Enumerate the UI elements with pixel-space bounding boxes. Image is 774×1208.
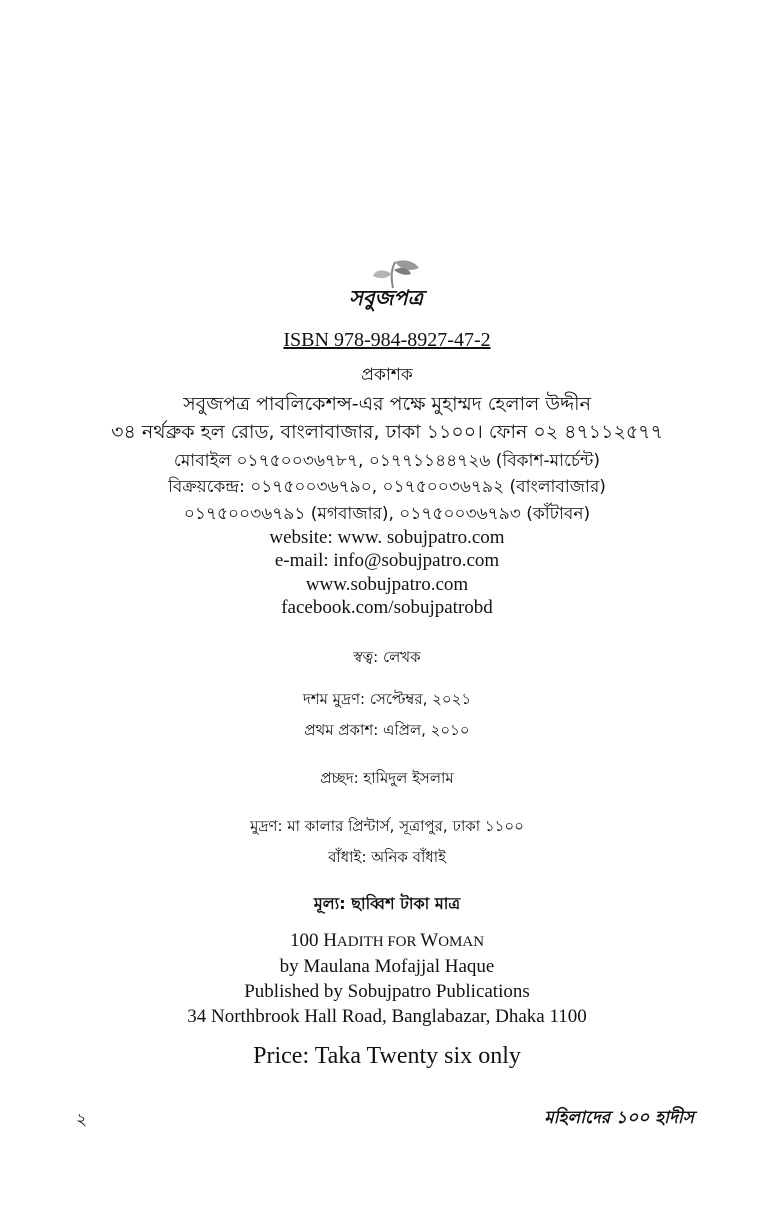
logo-wordmark: সবুজপত্র [349,286,424,310]
english-address: 34 Northbrook Hall Road, Banglabazar, Dhaka 1100 [187,1006,587,1027]
publisher-logo [345,256,435,316]
email-line: e-mail: info@sobujpatro.com [274,550,500,571]
isbn: ISBN 978-984-8927-47-2 [283,329,491,351]
facebook-line: facebook.com/sobujpatrobd [281,597,493,618]
publisher-label: প্রকাশক [361,365,413,385]
cover-credit-line: প্রচ্ছদ: হামিদুল ইসলাম [320,769,454,787]
running-title: মহিলাদের ১০০ হাদীস [544,1108,694,1128]
mobile-line: মোবাইল ০১৭৫০০৩৬৭৮৭, ০১৭৭১১৪৪৭২৬ (বিকাশ-মার্চেন্ট) [173,451,601,471]
copyright-line: স্বত্ব: লেখক [353,648,421,666]
english-publisher: Published by Sobujpatro Publications [244,981,530,1002]
price-bengali: মূল্য: ছাব্বিশ টাকা মাত্র [313,894,461,913]
english-title: 100 HADITH FOR WOMAN [289,930,485,951]
website-line: website: www. sobujpatro.com [269,527,505,548]
publisher-line: সবুজপত্র পাবলিকেশন্স-এর পক্ষে মুহাম্মদ হেলাল উদ্দীন [183,393,591,415]
english-price: Price: Taka Twenty six only [253,1043,521,1069]
first-publication-line: প্রথম প্রকাশ: এপ্রিল, ২০১০ [304,721,470,739]
tenth-printing-line: দশম মুদ্রণ: সেপ্টেম্বর, ২০২১ [302,690,472,708]
sales-line-1: বিক্রয়কেন্দ্র: ০১৭৫০০৩৬৭৯০, ০১৭৫০০৩৬৭৯২ (বাংলাবাজার) [168,477,606,497]
address-line: ৩৪ নর্থব্রুক হল রোড, বাংলাবাজার, ঢাকা ১১০০। ফোন ০২ ৪৭১১২৫৭৭ [111,421,663,443]
printer-line: মুদ্রণ: মা কালার প্রিন্টার্স, সূত্রাপুর, ঢাকা ১১০০ [250,817,524,835]
website-plain: www.sobujpatro.com [305,574,469,595]
binding-line: বাঁধাই: অনিক বাঁধাই [328,848,446,866]
page-number: ২ [76,1110,88,1130]
english-author: by Maulana Mofajjal Haque [279,956,495,977]
sales-line-2: ০১৭৫০০৩৬৭৯১ (মগবাজার), ০১৭৫০০৩৬৭৯৩ (কাঁটাবন) [183,504,591,524]
